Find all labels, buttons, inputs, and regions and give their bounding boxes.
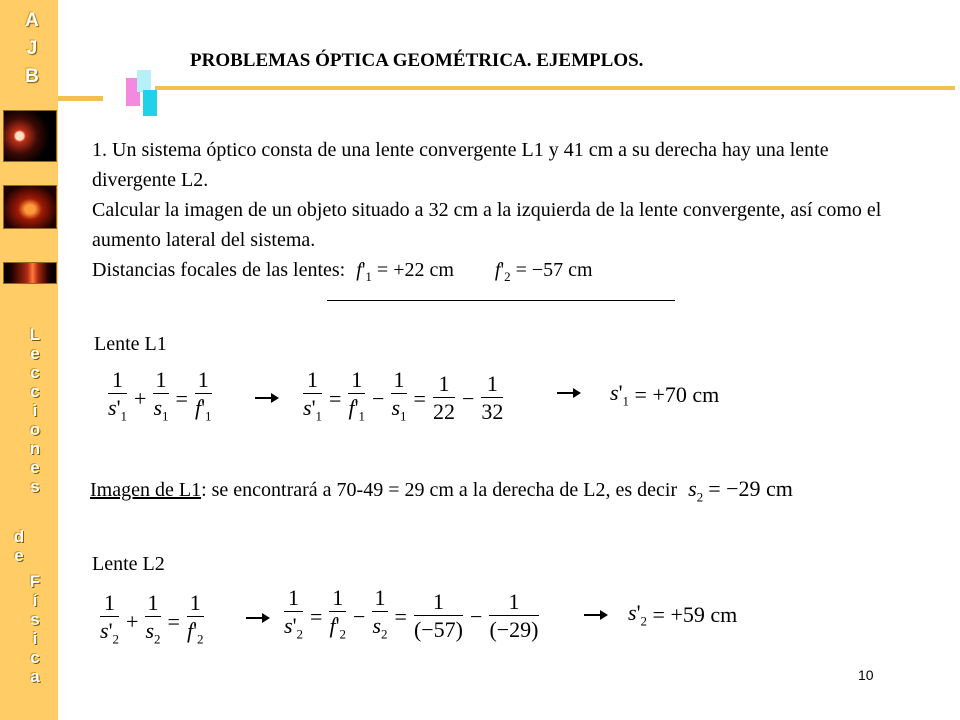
header-accent-line	[155, 86, 955, 90]
lens-l2-solved-equation: $\frac{1}{s'_2}$ = $\frac{1}{f'_2}$ − $\frac{1}{s_2}$ = $\frac{1}{(-57)}$ − $\frac{1}{(-29)}$	[284, 585, 539, 643]
lens-l2-equation: $\frac{1}{s'_2}$ + $\frac{1}{s_2}$ = $\frac{1}{f'_2}$	[100, 590, 204, 647]
lens-l1-solved-equation: $\frac{1}{s'_1}$ = $\frac{1}{f'_1}$ − $\frac{1}{s_1}$ = $\frac{1}{22}$ − $\frac{1}{32}$	[303, 367, 504, 425]
problem-line-2: Calcular la imagen de un objeto situado a 32 cm a la izquierda de la lente convergente, así como el aumento lateral del sistema.	[92, 199, 882, 251]
thumbnail-lamp-image	[3, 110, 57, 162]
sidebar	[0, 0, 58, 720]
thumbnail-light-image	[3, 185, 57, 229]
arrow-icon	[255, 397, 277, 399]
lens-l1-equation: $\frac{1}{s'_1}$ + $\frac{1}{s_1}$ = $\frac{1}{f'_1}$	[108, 367, 212, 424]
image-l1-statement: Imagen de L1: se encontrará a 70-49 = 29 cm a la derecha de L2, es decir $s_2 = -29$ cm	[90, 476, 793, 505]
problem-line-1: 1. Un sistema óptico consta de una lente convergente L1 y 41 cm a su derecha hay una lente divergente L2.	[92, 139, 829, 191]
problem-statement	[92, 135, 912, 292]
sidebar-vertical-text-de: d e	[13, 527, 25, 565]
logo-letter-a: A	[25, 10, 39, 31]
header-accent-line-left	[58, 96, 103, 101]
focal-distances: Distancias focales de las lentes: $f'_1 = +22$ cm $f'_2 = -57$ cm	[92, 259, 593, 284]
arrow-icon	[246, 617, 268, 619]
sidebar-vertical-text: L e c c i o n e s	[29, 325, 41, 496]
arrow-icon	[557, 392, 579, 394]
page-title: PROBLEMAS ÓPTICA GEOMÉTRICA. EJEMPLOS.	[190, 50, 644, 71]
page-number: 10	[858, 667, 874, 683]
deco-lightblue-block	[137, 70, 151, 92]
arrow-icon	[584, 614, 606, 616]
thumbnail-spectrum-image	[3, 262, 57, 284]
lens-l1-result: $s'_1$ = +70 cm	[610, 380, 720, 409]
lens-l2-result: $s'_2$ = +59 cm	[628, 600, 738, 629]
sidebar-vertical-text-fisica: F í s i c a	[29, 572, 41, 686]
logo-letter-b: B	[25, 66, 39, 87]
lens-l2-label: Lente L2	[92, 553, 165, 575]
separator-line	[327, 300, 675, 301]
lens-l1-label: Lente L1	[94, 333, 167, 355]
logo-letter-j: J	[26, 38, 38, 59]
deco-cyan-block	[143, 90, 157, 116]
